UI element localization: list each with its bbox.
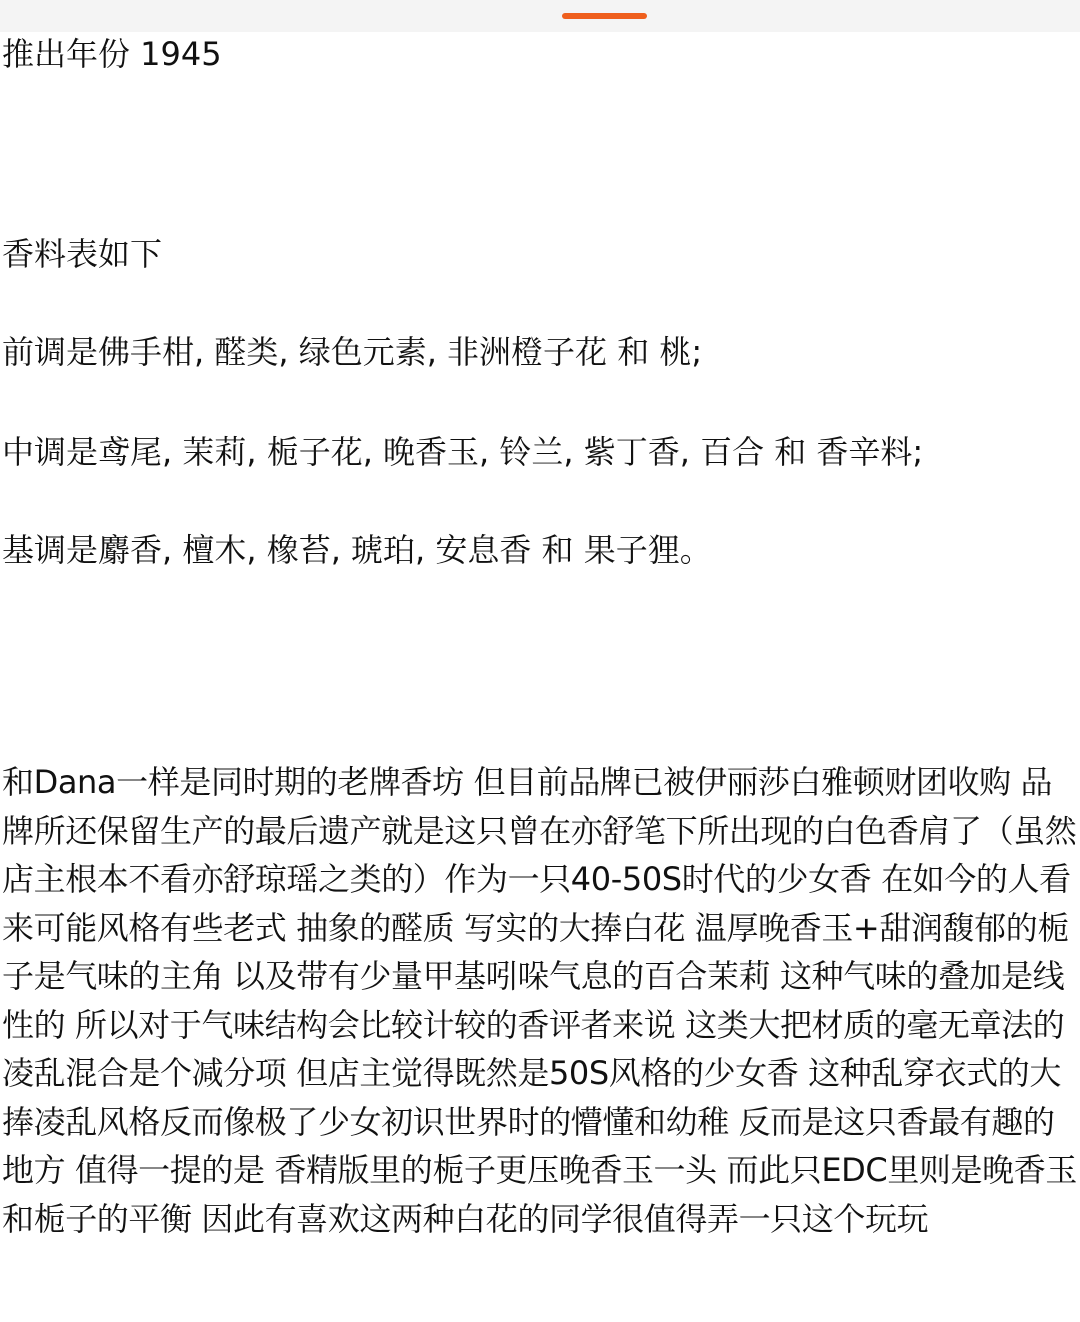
active-tab-indicator — [562, 13, 647, 19]
release-year: 推出年份 1945 — [2, 35, 222, 73]
review-paragraph: 和Dana一样是同时期的老牌香坊 但目前品牌已被伊丽莎白雅顿财团收购 品牌所还保留生产的最后遗产就是这只曾在亦舒笔下所出现的白色香肩了（虽然店主根本不看亦舒琼瑶之类的）作为一只40-50S时代的少女香 在如今的人看来可能风格有些老式 抽象的醛质 写实的大捧白花 温厚晚香玉+甜润馥郁的栀子是气味的主角 以及带有少量甲基吲哚气息的百合茉莉 这种气味的叠加是线性的 所以对于气味结构会比较计较的香评者来说 这类大把材质的毫无章法的凌乱混合是个减分项 但店主觉得既然是50S风格的少女香 这种乱穿衣式的大捧凌乱风格反而像极了少女初识世界时的懵懂和幼稚 反而是这只香最有趣的地方 值得一提的是 香精版里的栀子更压晚香玉一头 而此只EDC里则是晚香玉和栀子的平衡 因此有喜欢这两种白花的同学很值得弄一只这个玩玩 — [2, 763, 1077, 1238]
base-notes: 基调是麝香, 檀木, 橡苔, 琥珀, 安息香 和 果子狸。 — [2, 531, 712, 569]
top-notes: 前调是佛手柑, 醛类, 绿色元素, 非洲橙子花 和 桃; — [2, 333, 703, 371]
notes-heading: 香料表如下 — [2, 235, 163, 273]
middle-notes: 中调是鸢尾, 茉莉, 栀子花, 晚香玉, 铃兰, 紫丁香, 百合 和 香辛料; — [2, 433, 924, 471]
top-strip — [0, 0, 1080, 32]
